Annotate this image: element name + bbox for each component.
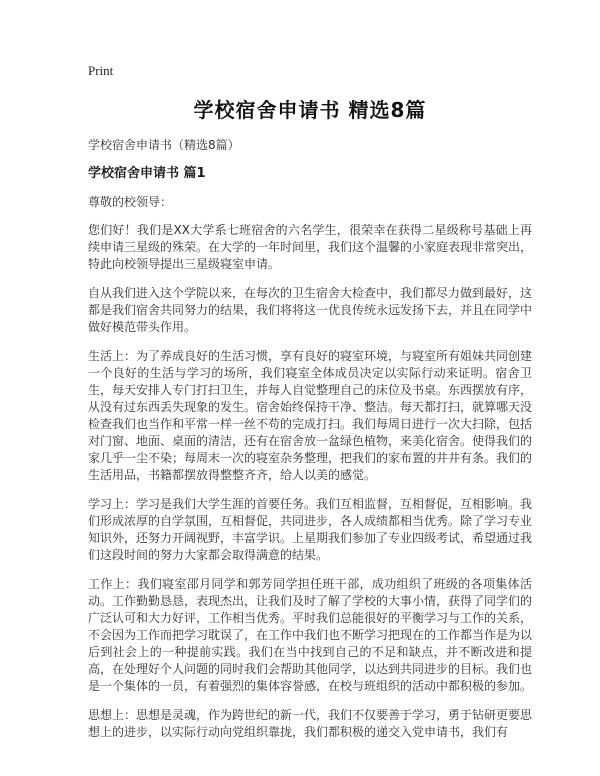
paragraph-life: 生活上：为了养成良好的生活习惯，享有良好的寝室环境，与寝室所有姐妹共同创建一个良好的生活与学习的场所，我们寝室全体成员决定以实际行动来证明。宿舍卫生，每天安排人专门打扫卫生，并每人自觉整理自己的床位及书桌。东西摆放有序，从没有过东西丢失现象的发生。宿舍始终保持干净、整洁。每天都打扫，就算哪天没检查我们也当作和平常一样一丝不苟的完成打扫。我们每周日进行一次大扫除，包括对门窗、地面、桌面的清洁，还有在宿舍放一盆绿色植物，来美化宿舍。使得我们的家几乎一尘不染；每周末一次的寝室杂务整理，把我们的家布置的井井有条。我们的生活用品，书籍都摆放得整整齐齐，给人以美的感觉。: [88, 349, 533, 482]
section-heading: 学校宿舍申请书 篇1: [88, 166, 206, 181]
paragraph-work: 工作上：我们寝室邵月同学和郭芳同学担任班干部，成功组织了班级的各项集体活动。工作勤勤恳恳，表现杰出，让我们及时了解了学校的大事小情，获得了同学们的广泛认可和大力好评，工作相当优秀。平时我们总能很好的平衡学习与工作的关系，不会因为工作而把学习耽误了，在工作中我们也不断学习把现在的工作都当作是为以后到社会上的一种提前实践。我们在当中找到自己的不足和缺点，并不断改进和提高，在处理好个人问题的同时我们会帮助其他同学，以达到共同进步的目标。我们也是一个集体的一员，有着强烈的集体容誉感，在校与班组织的活动中都积极的参加。: [88, 577, 533, 693]
paragraph-greeting: 您们好！我们是XX大学系七班宿舍的六名学生，很荣幸在获得二星级称号基础上再续申请三星级的殊荣。在大学的一年时间里，我们这个温馨的小家庭表现非常突出，特此向校领导提出三星级寝室申请。: [88, 223, 533, 271]
print-link[interactable]: Print: [88, 63, 114, 78]
document-body: [88, 97, 532, 741]
paragraph-hygiene-checks: 自从我们进入这个学院以来，在每次的卫生宿舍大检查中，我们都尽力做到最好，这都是我们宿舍共同努力的结果，我们将将这一优良传统永远发扬下去，并且在同学中做好模范带头作用。: [88, 286, 533, 334]
paragraph-thought: 思想上：思想是灵魂，作为跨世纪的新一代，我们不仅要善于学习，勇于钻研更要思想上的进步，以实际行动向党组织靠拢，我们都积极的递交入党申请书，我们有: [88, 708, 533, 739]
document-subtitle: 学校宿舍申请书（精选8篇）: [88, 138, 240, 152]
page-title: 学校宿舍申请书 精选8篇: [193, 98, 427, 122]
paragraph-study: 学习上：学习是我们大学生涯的首要任务。我们互相监督，互相督促，互相影响。我们形成浓厚的自学氛围，互相督促，共同进步，各人成绩都相当优秀。除了学习专业知识外，还努力开阔视野，丰富学识。上星期我们参加了专业四级考试，希望通过我们这段时间的努力大家都会取得满意的结果。: [88, 497, 533, 562]
salutation: 尊敬的校领导：: [88, 195, 173, 209]
